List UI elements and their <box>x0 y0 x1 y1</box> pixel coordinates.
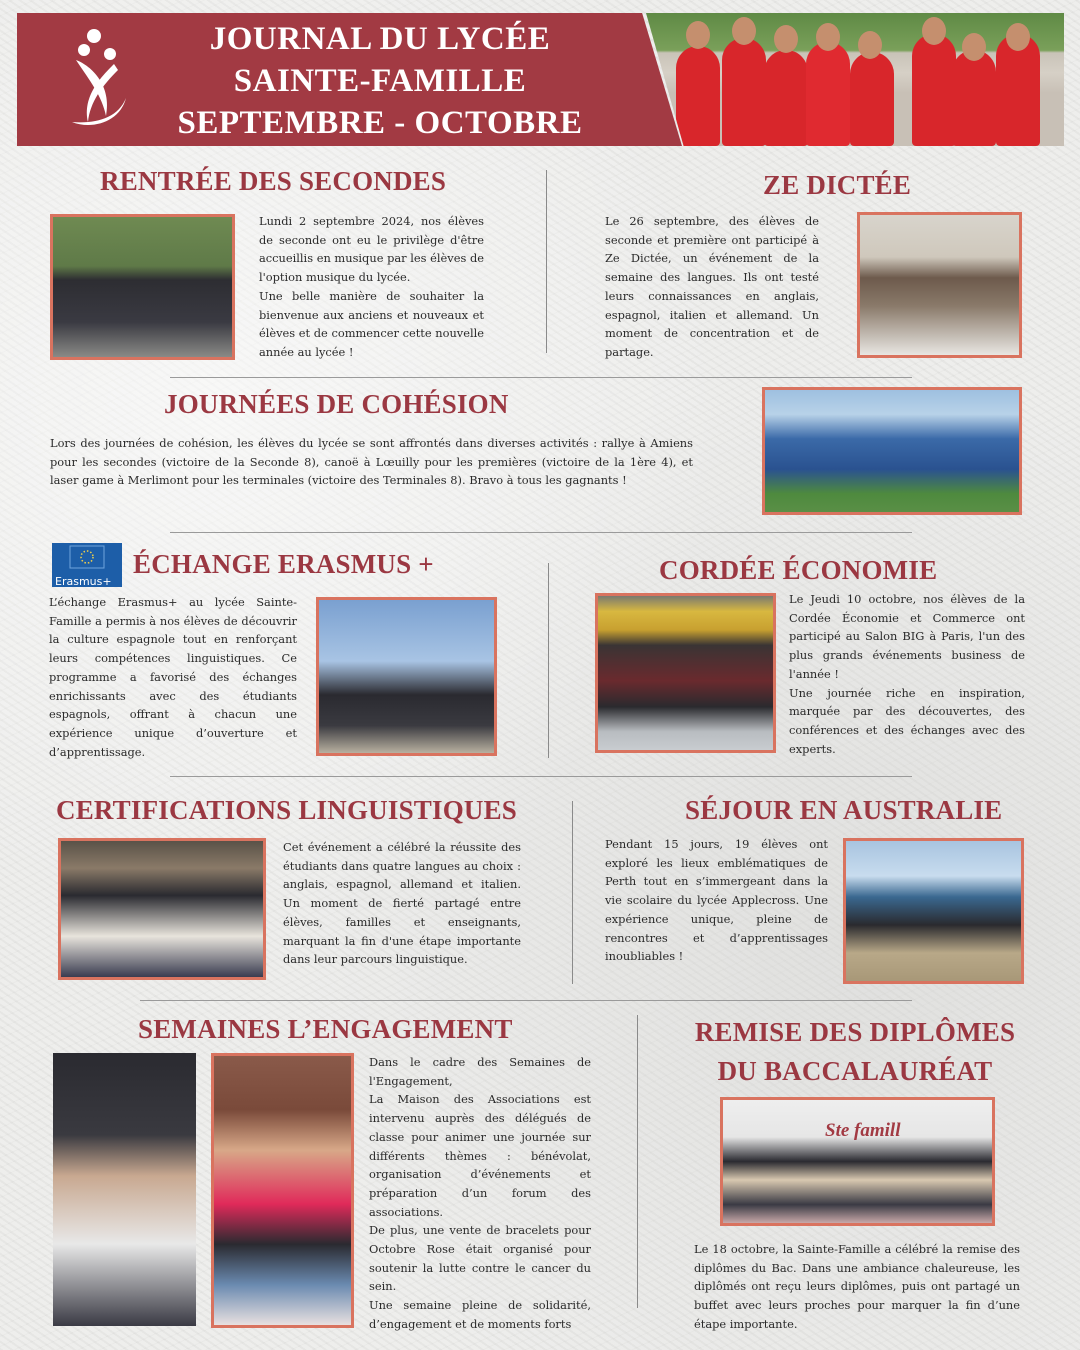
photo-erasmus <box>316 597 497 756</box>
heading-australie: SÉJOUR EN AUSTRALIE <box>685 795 1003 825</box>
heading-erasmus: ÉCHANGE ERASMUS + <box>133 549 434 579</box>
text-rentree-p2: Une belle manière de souhaiter la bienvenue aux anciens et nouveaux et élèves et de commencer cette nouvelle année au lycée ! <box>259 288 484 359</box>
title-line-2: SAINTE-FAMILLE <box>233 63 527 99</box>
heading-certifications: CERTIFICATIONS LINGUISTIQUES <box>56 795 518 825</box>
erasmus-logo-label: Erasmus+ <box>55 575 112 588</box>
column-divider <box>546 170 547 353</box>
photo-cordee <box>595 593 776 753</box>
heading-diplomes-line2: DU BACCALAURÉAT <box>717 1056 993 1086</box>
heading-dictee: ZE DICTÉE <box>763 170 912 200</box>
section-divider <box>170 532 912 533</box>
text-cordee-p2: Une journée riche en inspiration, marquée par des découvertes, des conférences et des échanges avec des experts. <box>789 685 1025 756</box>
heading-cordee: CORDÉE ÉCONOMIE <box>659 555 938 585</box>
text-certifications: Cet événement a célébré la réussite des étudiants dans quatre langues au choix : anglais, espagnol, allemand et italien. Un moment de fierté partagé entre élèves, familles et enseignants, marquant la fin d'une étape importante dans leur parcours linguistique. <box>283 840 521 967</box>
text-diplomes: Le 18 octobre, la Sainte-Famille a célébré la remise des diplômes du Bac. Dans une ambiance chaleureuse, les diplômés ont reçu leurs diplômes, puis ont partagé un buffet avec leurs proches pour marquer la fin d’une étape importante. <box>694 1242 1020 1331</box>
photo-engagement-1 <box>53 1053 196 1326</box>
text-erasmus: L’échange Erasmus+ au lycée Sainte-Famille a permis à nos élèves de découvrir la culture espagnole tout en renforçant leurs compétences linguistiques. Ce programme a favorisé des échanges enrichissants avec des étudiants espagnols, offrant à chacun une expérience unique d’ouverture et d’apprentissage. <box>49 595 297 759</box>
text-australie: Pendant 15 jours, 19 élèves ont exploré les lieux emblématiques de Perth tout en s’immergeant dans la vie scolaire du lycée Applecross. Une expérience unique, pleine de rencontres et d’apprentissages inoubliables ! <box>605 837 828 964</box>
photo-australie <box>843 838 1024 984</box>
text-cordee <box>789 590 1025 758</box>
text-engagement <box>369 1053 591 1334</box>
title-line-3: SEPTEMBRE - OCTOBRE <box>177 105 583 141</box>
section-divider <box>170 776 912 777</box>
photo-dictee <box>857 212 1022 358</box>
column-divider <box>572 801 573 984</box>
text-engagement-p1: Dans le cadre des Semaines de l'Engagement, <box>369 1055 591 1088</box>
heading-cohesion: JOURNÉES DE COHÉSION <box>164 389 509 419</box>
text-cordee-p1: Le Jeudi 10 octobre, nos élèves de la Cordée Économie et Commerce ont participé au Salon BIG à Paris, l'un des plus grands événements business de l'année ! <box>789 592 1025 681</box>
text-engagement-p3: De plus, une vente de bracelets pour Octobre Rose était organisé pour soutenir la lutte contre le cancer du sein. <box>369 1223 591 1294</box>
heading-engagement: SEMAINES L’ENGAGEMENT <box>138 1014 513 1044</box>
sainte-famille-logo-icon <box>62 26 137 130</box>
sainte-famille-banner-text: Ste famill <box>825 1120 901 1141</box>
eu-stars-icon <box>52 543 122 571</box>
column-divider <box>548 563 549 758</box>
photo-certifications <box>58 838 266 980</box>
heading-rentree: RENTRÉE DES SECONDES <box>100 166 447 196</box>
text-cohesion: Lors des journées de cohésion, les élèves du lycée se sont affrontés dans diverses activités : rallye à Amiens pour les secondes (victoire de la Seconde 8), canoë à Lœuilly pour les premières (victoire de la 1ère 4), et laser game à Merlimont pour les terminales (victoire des Terminales 8). Bravo à tous les gagnants ! <box>50 436 693 488</box>
photo-engagement-2 <box>211 1053 354 1328</box>
column-divider <box>637 1015 638 1308</box>
text-engagement-p4: Une semaine pleine de solidarité, d’engagement et de moments forts <box>369 1298 591 1331</box>
text-rentree <box>259 212 484 362</box>
section-divider <box>170 377 912 378</box>
text-dictee: Le 26 septembre, des élèves de seconde et première ont participé à Ze Dictée, un événement de la semaine des langues. Ils ont testé leurs connaissances en anglais, espagnol, italien et allemand. Un moment de concentration et de partage. <box>605 214 819 359</box>
heading-diplomes-line1: REMISE DES DIPLÔMES <box>694 1017 1016 1047</box>
heading-diplomes <box>650 1013 1060 1091</box>
erasmus-logo <box>52 543 122 587</box>
text-rentree-p1: Lundi 2 septembre 2024, nos élèves de seconde ont eu le privilège d'être accueillis en musique par les élèves de l'option musique du lycée. <box>259 214 484 285</box>
photo-diplomes <box>720 1097 995 1226</box>
section-divider <box>140 1000 912 1001</box>
photo-cohesion <box>762 387 1022 515</box>
photo-rentree <box>50 214 235 360</box>
header-photo-students <box>646 13 1064 146</box>
text-engagement-p2: La Maison des Associations est intervenu auprès des délégués de classe pour animer une journée sur différents thèmes : bénévolat, organisation d’événements et préparation d’un forum des associations. <box>369 1092 591 1219</box>
title-line-1: JOURNAL DU LYCÉE <box>209 21 551 57</box>
journal-title <box>150 18 610 144</box>
